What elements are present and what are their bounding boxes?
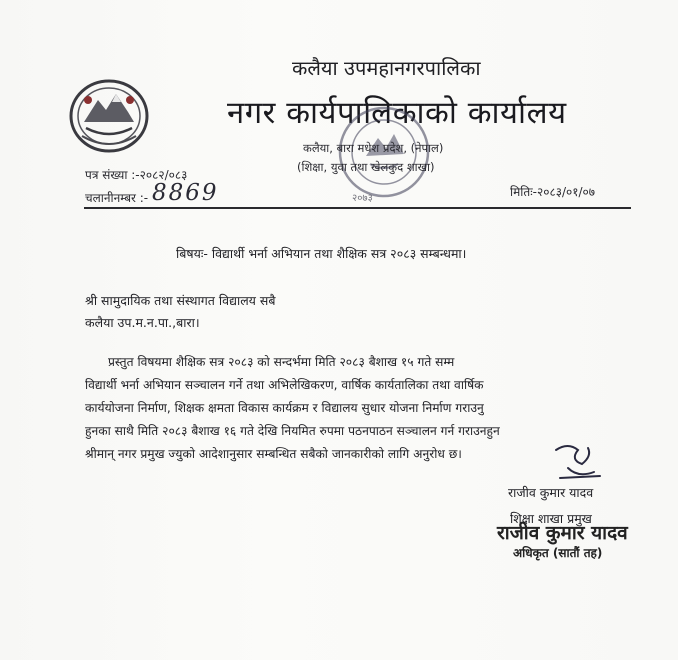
handwritten-signature-icon xyxy=(548,438,608,488)
header-divider xyxy=(84,207,631,209)
recipient-line-2: कलैया उप.म.न.पा.,बारा। xyxy=(85,315,200,330)
signatory-name: राजीव कुमार यादव xyxy=(508,485,594,500)
office-title: नगर कार्यपालिकाको कार्यालय xyxy=(227,95,567,131)
office-section: (शिक्षा, युवा तथा खेलकुद शाखा) xyxy=(297,160,435,174)
body-line: प्रस्तुत विषयमा शैक्षिक सत्र २०८३ को सन्दर्भमा मिति २०८३ बैशाख १५ गते सम्म xyxy=(108,355,455,369)
letter-number: पत्र संख्या :-२०८२/०८३ xyxy=(85,168,188,182)
rank-stamp: अधिकृत (सातौं तह) xyxy=(513,546,603,560)
municipality-name: कलैया उपमहानगरपालिका xyxy=(292,56,481,80)
seal-year: २०७३ xyxy=(352,193,373,204)
body-line: कार्ययोजना निर्माण, शिक्षक क्षमता विकास कार्यक्रम र विद्यालय सुधार योजना निर्माण गराउनु xyxy=(85,401,484,415)
dispatch-number-handwritten: 8869 xyxy=(152,180,219,206)
letter-date: मितिः-२०८३/०१/०७ xyxy=(510,185,595,199)
signatory-title: शिक्षा शाखा प्रमुख xyxy=(510,511,592,526)
recipient-line-1: श्री सामुदायिक तथा संस्थागत विद्यालय सबै xyxy=(85,293,276,308)
name-stamp: राजीव कुमार यादव xyxy=(497,522,628,544)
body-line: विद्यार्थी भर्ना अभियान सञ्चालन गर्ने तथा अभिलेखिकरण, वार्षिक कार्यतालिका तथा वार्षिक xyxy=(85,378,484,392)
office-address: कलैया, बारा मधेश प्रदेश, (नेपाल) xyxy=(303,141,444,155)
dispatch-number-label: चलानीनम्बर :- xyxy=(85,191,149,205)
body-line: हुनका साथै मिति २०८३ बैशाख १६ गते देखि नियमित रुपमा पठनपाठन सञ्चालन गर्न गराउनहुन xyxy=(85,424,500,438)
nepal-emblem-icon xyxy=(68,78,150,154)
letter-subject: बिषयः- विद्यार्थी भर्ना अभियान तथा शैक्षिक सत्र २०८३ सम्बन्धमा। xyxy=(176,246,467,261)
body-line: श्रीमान् नगर प्रमुख ज्युको आदेशानुसार सम्बन्धित सबैको जानकारीको लागि अनुरोध छ। xyxy=(85,447,462,461)
